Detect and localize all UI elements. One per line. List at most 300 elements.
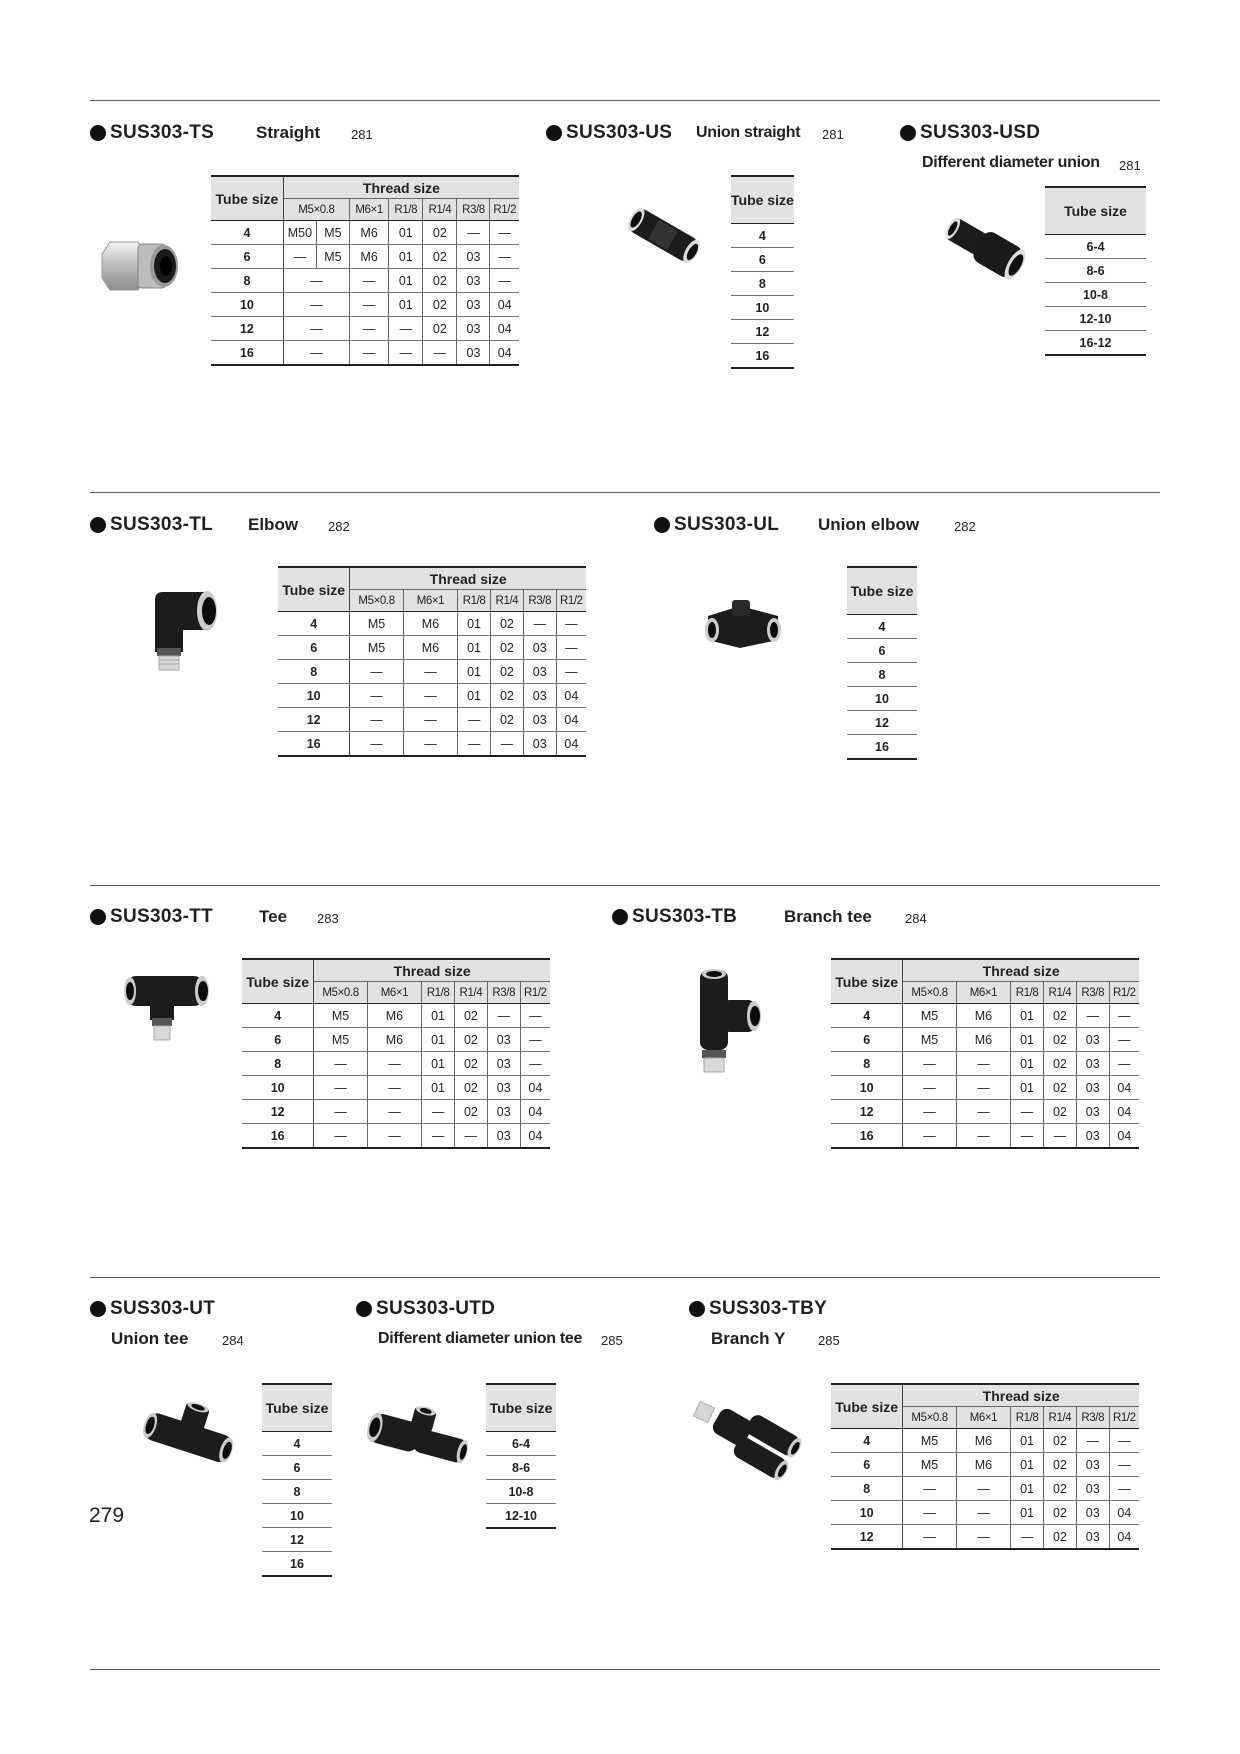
thread-cell: — — [350, 684, 403, 708]
section-divider — [90, 885, 1160, 886]
thread-cell: M5 — [316, 221, 349, 245]
thread-cell: — — [903, 1076, 956, 1100]
bullet-icon — [654, 517, 670, 533]
tube-size-cell: 6-4 — [486, 1432, 556, 1456]
thread-cell: — — [403, 660, 457, 684]
bullet-icon — [90, 517, 106, 533]
table-row — [1045, 307, 1146, 331]
table-row — [847, 663, 917, 687]
tube-size-cell: 10 — [262, 1504, 332, 1528]
tube-size-cell: 4 — [262, 1432, 332, 1456]
tby-spec-table — [831, 1383, 1139, 1550]
thread-cell: — — [1076, 1429, 1109, 1453]
thread-cell: M6 — [349, 221, 388, 245]
thread-cell: 03 — [1076, 1501, 1109, 1525]
table-row — [831, 1429, 1139, 1453]
thread-cell: 02 — [423, 269, 457, 293]
thread-cell: 02 — [454, 1076, 487, 1100]
thread-cell: 03 — [487, 1124, 520, 1149]
tube-size-header: Tube size — [831, 959, 903, 1004]
thread-cell: 03 — [523, 636, 556, 660]
thread-cell: — — [314, 1052, 367, 1076]
table-row — [831, 1124, 1139, 1149]
tube-size-cell: 6 — [278, 636, 350, 660]
column-header: M5×0.8 — [314, 982, 367, 1004]
tube-size-cell: 16 — [731, 344, 794, 369]
tube-size-cell: 16-12 — [1045, 331, 1146, 356]
tube-size-cell: 8 — [731, 272, 794, 296]
thread-cell: 02 — [1043, 1028, 1076, 1052]
thread-cell: 01 — [389, 245, 423, 269]
thread-cell: 03 — [523, 684, 556, 708]
thread-cell: — — [350, 660, 403, 684]
tube-size-cell: 6 — [831, 1028, 903, 1052]
column-header: M5×0.8 — [903, 982, 956, 1004]
thread-cell: — — [367, 1100, 421, 1124]
table-row — [486, 1432, 556, 1456]
tube-size-cell: 4 — [831, 1004, 903, 1028]
thread-cell: — — [314, 1100, 367, 1124]
thread-cell: 02 — [454, 1004, 487, 1028]
thread-cell: 03 — [1076, 1100, 1109, 1124]
thread-cell: 03 — [1076, 1453, 1109, 1477]
thread-cell: — — [956, 1525, 1010, 1550]
straight-fitting-image — [98, 236, 180, 300]
column-header: M6×1 — [403, 590, 457, 612]
table-row — [262, 1528, 332, 1552]
thread-cell: 03 — [457, 293, 490, 317]
table-row — [262, 1456, 332, 1480]
bullet-icon — [90, 1301, 106, 1317]
bullet-icon — [90, 125, 106, 141]
product-description: Different diameter union — [922, 154, 1100, 171]
column-header: R1/8 — [389, 199, 423, 221]
thread-cell: M6 — [367, 1004, 421, 1028]
tube-size-cell: 10 — [831, 1076, 903, 1100]
thread-cell: — — [367, 1052, 421, 1076]
tube-size-cell: 8 — [242, 1052, 314, 1076]
column-header: R1/8 — [422, 982, 455, 1004]
table-row — [262, 1480, 332, 1504]
branch-tee-fitting-image — [692, 966, 766, 1076]
thread-cell: — — [389, 317, 423, 341]
product-code: SUS303-TT — [110, 906, 214, 927]
table-row — [278, 636, 586, 660]
column-header: R3/8 — [1076, 982, 1109, 1004]
thread-cell: M6 — [956, 1028, 1010, 1052]
thread-cell: 03 — [523, 708, 556, 732]
thread-cell: 03 — [1076, 1477, 1109, 1501]
table-row — [731, 296, 794, 320]
thread-cell: — — [423, 341, 457, 366]
thread-cell: — — [1109, 1004, 1139, 1028]
thread-cell: M5 — [350, 612, 403, 636]
product-description: Branch Y — [711, 1329, 786, 1348]
thread-cell: — — [1011, 1100, 1044, 1124]
thread-size-header: Thread size — [314, 959, 550, 982]
tube-size-cell: 10 — [242, 1076, 314, 1100]
tube-size-cell: 4 — [242, 1004, 314, 1028]
tube-size-cell: 8 — [847, 663, 917, 687]
thread-cell: 01 — [422, 1076, 455, 1100]
product-code: SUS303-UTD — [376, 1298, 496, 1319]
thread-cell: 04 — [490, 293, 519, 317]
thread-cell: — — [283, 341, 349, 366]
table-row — [211, 245, 519, 269]
thread-cell: — — [490, 221, 519, 245]
page-number: 279 — [89, 1504, 125, 1527]
thread-cell: — — [403, 708, 457, 732]
column-header: R1/4 — [423, 199, 457, 221]
tube-size-header: Tube size — [486, 1384, 556, 1432]
thread-cell: 03 — [487, 1076, 520, 1100]
table-row — [211, 293, 519, 317]
product-description: Union straight — [696, 124, 801, 141]
thread-cell: M5 — [903, 1453, 956, 1477]
thread-cell: 03 — [1076, 1028, 1109, 1052]
page-reference: 282 — [328, 519, 350, 534]
thread-cell: 02 — [1043, 1501, 1076, 1525]
table-row — [242, 1052, 550, 1076]
product-description: Branch tee — [784, 907, 872, 926]
column-header: M6×1 — [956, 982, 1010, 1004]
thread-cell: — — [556, 612, 586, 636]
thread-size-header: Thread size — [903, 1384, 1139, 1407]
product-code: SUS303-TL — [110, 514, 214, 535]
thread-cell: 01 — [458, 612, 491, 636]
thread-cell: — — [520, 1004, 550, 1028]
thread-cell: 01 — [422, 1052, 455, 1076]
column-header: M5×0.8 — [283, 199, 349, 221]
product-description: Union elbow — [818, 515, 920, 534]
thread-cell: 01 — [422, 1004, 455, 1028]
column-header: M5×0.8 — [903, 1407, 956, 1429]
column-header: R1/4 — [1043, 1407, 1076, 1429]
table-row — [486, 1456, 556, 1480]
product-description: Union tee — [111, 1329, 189, 1348]
thread-cell: 03 — [1076, 1124, 1109, 1149]
thread-cell: 04 — [1109, 1501, 1139, 1525]
thread-cell: — — [490, 245, 519, 269]
thread-cell: 01 — [389, 221, 423, 245]
thread-cell: 04 — [520, 1100, 550, 1124]
thread-cell: 04 — [556, 684, 586, 708]
thread-cell: M5 — [903, 1429, 956, 1453]
table-row — [1045, 331, 1146, 356]
page-reference: 284 — [222, 1333, 244, 1348]
page-reference: 282 — [954, 519, 976, 534]
tube-size-header: Tube size — [242, 959, 314, 1004]
thread-cell: 04 — [490, 317, 519, 341]
thread-cell: — — [1076, 1004, 1109, 1028]
thread-cell: — — [349, 293, 388, 317]
thread-cell: — — [903, 1525, 956, 1550]
tube-size-cell: 4 — [278, 612, 350, 636]
thread-cell: — — [454, 1124, 487, 1149]
thread-cell: — — [457, 221, 490, 245]
thread-cell: 02 — [1043, 1477, 1076, 1501]
column-header: R3/8 — [487, 982, 520, 1004]
thread-size-header: Thread size — [283, 176, 519, 199]
thread-cell: 01 — [1011, 1429, 1044, 1453]
thread-cell: — — [367, 1076, 421, 1100]
thread-cell: 03 — [457, 341, 490, 366]
column-header: R1/2 — [556, 590, 586, 612]
thread-cell: — — [367, 1124, 421, 1149]
tube-size-cell: 6 — [262, 1456, 332, 1480]
thread-cell: 02 — [454, 1100, 487, 1124]
thread-cell: 02 — [490, 612, 523, 636]
thread-cell: — — [956, 1477, 1010, 1501]
thread-cell: — — [903, 1100, 956, 1124]
tube-size-cell: 10 — [831, 1501, 903, 1525]
bullet-icon — [356, 1301, 372, 1317]
tube-size-cell: 12 — [211, 317, 283, 341]
table-row — [278, 612, 586, 636]
thread-cell: — — [349, 269, 388, 293]
thread-cell: — — [487, 1004, 520, 1028]
thread-cell: — — [389, 341, 423, 366]
thread-cell: — — [1109, 1453, 1139, 1477]
page-reference: 281 — [822, 127, 844, 142]
table-row — [1045, 235, 1146, 259]
usd-spec-table — [1045, 186, 1146, 356]
tube-size-cell: 12-10 — [1045, 307, 1146, 331]
thread-cell: 04 — [520, 1124, 550, 1149]
union-tee-fitting-image — [140, 1394, 240, 1470]
product-code: SUS303-TBY — [709, 1298, 828, 1319]
tt-spec-table — [242, 958, 550, 1149]
thread-cell: 03 — [1076, 1076, 1109, 1100]
table-row — [831, 1501, 1139, 1525]
bullet-icon — [90, 909, 106, 925]
section-divider — [90, 1277, 1160, 1278]
table-row — [242, 1076, 550, 1100]
thread-cell: M6 — [956, 1429, 1010, 1453]
tube-size-cell: 12 — [278, 708, 350, 732]
thread-cell: 02 — [1043, 1100, 1076, 1124]
thread-cell: 03 — [1076, 1052, 1109, 1076]
thread-cell: — — [1109, 1477, 1139, 1501]
thread-cell: 03 — [523, 732, 556, 757]
thread-cell: 01 — [422, 1028, 455, 1052]
union-straight-fitting-image — [622, 200, 704, 270]
thread-cell: — — [403, 684, 457, 708]
thread-cell: 03 — [487, 1028, 520, 1052]
tube-size-cell: 16 — [278, 732, 350, 757]
bullet-icon — [546, 125, 562, 141]
table-row — [831, 1052, 1139, 1076]
thread-cell: 02 — [1043, 1052, 1076, 1076]
product-description: Elbow — [248, 515, 299, 534]
thread-cell: 04 — [1109, 1124, 1139, 1149]
table-row — [847, 687, 917, 711]
thread-cell: M6 — [956, 1004, 1010, 1028]
thread-cell: 02 — [1043, 1453, 1076, 1477]
thread-cell: — — [349, 341, 388, 366]
thread-cell: M6 — [349, 245, 388, 269]
column-header: M6×1 — [349, 199, 388, 221]
thread-cell: 03 — [487, 1052, 520, 1076]
thread-cell: 04 — [520, 1076, 550, 1100]
column-header: R1/8 — [1011, 1407, 1044, 1429]
tube-size-cell: 10-8 — [486, 1480, 556, 1504]
ul-spec-table — [847, 566, 917, 760]
thread-cell: — — [1109, 1052, 1139, 1076]
table-row — [278, 660, 586, 684]
section-divider — [90, 1669, 1160, 1670]
tee-fitting-image — [118, 968, 210, 1056]
thread-cell: — — [1109, 1429, 1139, 1453]
section-divider — [90, 492, 1160, 493]
branch-y-fitting-image — [692, 1398, 802, 1482]
page-reference: 283 — [317, 911, 339, 926]
union-elbow-fitting-image — [700, 598, 786, 654]
product-title-tby — [689, 1298, 827, 1320]
thread-cell: M5 — [314, 1004, 367, 1028]
table-row — [1045, 283, 1146, 307]
ts-spec-table — [211, 175, 519, 366]
table-row — [847, 735, 917, 760]
table-row — [242, 1124, 550, 1149]
thread-cell: — — [283, 245, 316, 269]
tb-spec-table — [831, 958, 1139, 1149]
thread-cell: 01 — [1011, 1076, 1044, 1100]
table-row — [731, 344, 794, 369]
page-reference: 285 — [601, 1333, 623, 1348]
thread-cell: 01 — [1011, 1477, 1044, 1501]
thread-cell: — — [490, 732, 523, 757]
thread-cell: M6 — [403, 612, 457, 636]
table-row — [262, 1432, 332, 1456]
column-header: R1/2 — [520, 982, 550, 1004]
thread-cell: 04 — [556, 708, 586, 732]
product-code: SUS303-UL — [674, 514, 780, 535]
product-title-tl — [90, 514, 213, 536]
tube-size-cell: 10 — [731, 296, 794, 320]
table-row — [831, 1477, 1139, 1501]
thread-cell: 02 — [423, 221, 457, 245]
thread-cell: M6 — [367, 1028, 421, 1052]
table-row — [847, 711, 917, 735]
column-header: R3/8 — [457, 199, 490, 221]
thread-cell: — — [403, 732, 457, 757]
table-row — [242, 1028, 550, 1052]
table-row — [847, 639, 917, 663]
thread-cell: — — [556, 636, 586, 660]
product-description: Straight — [256, 123, 321, 142]
table-row — [486, 1480, 556, 1504]
thread-cell: 02 — [490, 708, 523, 732]
thread-cell: M5 — [350, 636, 403, 660]
thread-cell: — — [956, 1052, 1010, 1076]
tube-size-cell: 12 — [242, 1100, 314, 1124]
thread-cell: — — [956, 1076, 1010, 1100]
thread-cell: — — [349, 317, 388, 341]
tube-size-cell: 4 — [831, 1429, 903, 1453]
column-header: R1/2 — [490, 199, 519, 221]
product-title-tb — [612, 906, 737, 928]
column-header: R1/4 — [1043, 982, 1076, 1004]
thread-cell: — — [520, 1028, 550, 1052]
tube-size-cell: 12 — [731, 320, 794, 344]
column-header: R1/4 — [490, 590, 523, 612]
tube-size-cell: 16 — [847, 735, 917, 760]
thread-cell: 03 — [487, 1100, 520, 1124]
tube-size-cell: 8 — [211, 269, 283, 293]
tube-size-cell: 6 — [242, 1028, 314, 1052]
thread-cell: — — [1011, 1124, 1044, 1149]
tube-size-header: Tube size — [1045, 187, 1146, 235]
thread-cell: — — [422, 1124, 455, 1149]
thread-cell: — — [903, 1124, 956, 1149]
thread-cell: 01 — [389, 269, 423, 293]
thread-cell: 04 — [1109, 1100, 1139, 1124]
thread-cell: M6 — [956, 1453, 1010, 1477]
thread-cell: 02 — [423, 293, 457, 317]
thread-cell: 02 — [1043, 1076, 1076, 1100]
diff-diameter-union-fitting-image — [938, 208, 1028, 284]
column-header: R3/8 — [1076, 1407, 1109, 1429]
thread-cell: — — [283, 269, 349, 293]
thread-cell: — — [283, 317, 349, 341]
thread-cell: — — [1043, 1124, 1076, 1149]
thread-cell: 02 — [454, 1052, 487, 1076]
thread-cell: — — [523, 612, 556, 636]
tube-size-cell: 4 — [731, 224, 794, 248]
table-row — [211, 269, 519, 293]
thread-cell: — — [903, 1052, 956, 1076]
table-row — [211, 317, 519, 341]
product-title-ts — [90, 122, 214, 144]
column-header: R1/2 — [1109, 982, 1139, 1004]
tube-size-cell: 8 — [831, 1052, 903, 1076]
product-code: SUS303-UT — [110, 1298, 216, 1319]
tube-size-cell: 4 — [211, 221, 283, 245]
thread-cell: 02 — [1043, 1429, 1076, 1453]
thread-cell: — — [458, 732, 491, 757]
thread-cell: 03 — [1076, 1525, 1109, 1550]
product-code: SUS303-USD — [920, 122, 1041, 143]
table-row — [831, 1453, 1139, 1477]
column-header: M6×1 — [956, 1407, 1010, 1429]
product-description: Different diameter union tee — [378, 1330, 583, 1347]
thread-cell: M5 — [903, 1004, 956, 1028]
thread-cell: 01 — [1011, 1052, 1044, 1076]
table-row — [847, 615, 917, 639]
thread-cell: 02 — [423, 245, 457, 269]
product-title-tt — [90, 906, 213, 928]
tube-size-cell: 6-4 — [1045, 235, 1146, 259]
tube-size-cell: 6 — [831, 1453, 903, 1477]
thread-cell: 03 — [457, 245, 490, 269]
product-title-ut — [90, 1298, 215, 1320]
thread-cell: M5 — [316, 245, 349, 269]
table-row — [278, 732, 586, 757]
thread-cell: 03 — [457, 317, 490, 341]
column-header: M5×0.8 — [350, 590, 403, 612]
diff-diameter-union-tee-fitting-image — [364, 1398, 474, 1474]
table-row — [278, 708, 586, 732]
tube-size-cell: 16 — [211, 341, 283, 366]
tube-size-cell: 12 — [831, 1525, 903, 1550]
table-row — [831, 1076, 1139, 1100]
tube-size-cell: 8 — [262, 1480, 332, 1504]
thread-cell: M50 — [283, 221, 316, 245]
thread-cell: — — [490, 269, 519, 293]
tube-size-header: Tube size — [847, 567, 917, 615]
thread-cell: 01 — [1011, 1004, 1044, 1028]
